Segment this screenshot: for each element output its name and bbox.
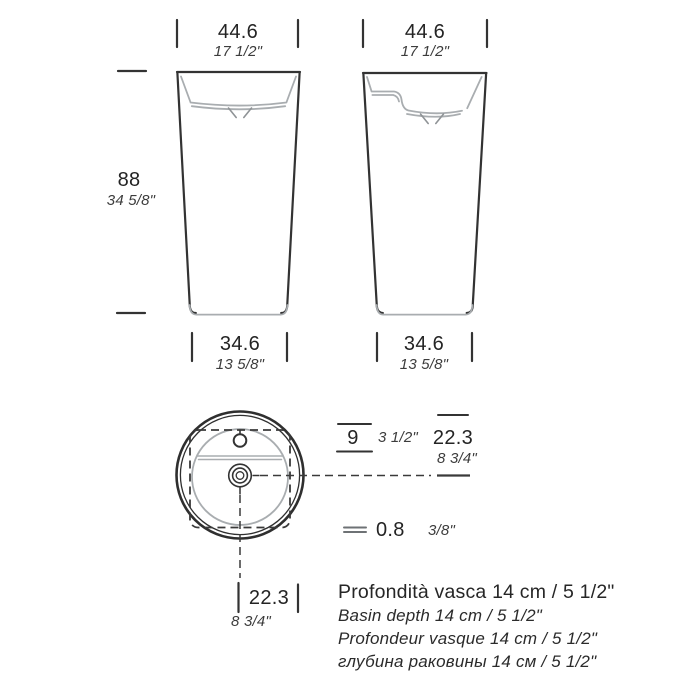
faucet-hole bbox=[234, 434, 247, 447]
front-view-base-line bbox=[190, 305, 288, 315]
front-top-width-in: 17 1/2" bbox=[213, 43, 263, 60]
front-view-outline bbox=[177, 72, 300, 313]
side-view-outline bbox=[363, 73, 487, 313]
rim-thickness-cm: 0.8 bbox=[376, 519, 405, 541]
basin-depth-note-russian: глубина раковины 14 см / 5 1/2" bbox=[338, 652, 597, 671]
side-view bbox=[363, 73, 487, 315]
rim-thickness-ticks bbox=[344, 528, 366, 533]
side-bottom-width-cm: 34.6 bbox=[403, 333, 445, 355]
side-view-base-line bbox=[377, 305, 473, 315]
front-basin-rim-line bbox=[181, 77, 296, 110]
front-bottom-width-in: 13 5/8" bbox=[215, 356, 265, 373]
front-bottom-width-cm: 34.6 bbox=[219, 333, 261, 355]
radius-bottom-cm: 22.3 bbox=[248, 587, 290, 609]
front-top-width-cm: 44.6 bbox=[217, 21, 259, 43]
faucet-offset-in: 3 1/2" bbox=[378, 429, 418, 446]
side-top-width-in: 17 1/2" bbox=[400, 43, 450, 60]
height-cm: 88 bbox=[117, 169, 141, 191]
plan-deck-edge-line bbox=[197, 456, 283, 460]
radius-right-in: 8 3/4" bbox=[437, 450, 477, 467]
front-view bbox=[177, 72, 300, 315]
plan-view bbox=[177, 412, 474, 579]
basin-depth-note-italian: Profondità vasca 14 cm / 5 1/2" bbox=[338, 581, 615, 603]
basin-depth-note-english: Basin depth 14 cm / 5 1/2" bbox=[338, 606, 543, 625]
side-bottom-width-in: 13 5/8" bbox=[399, 356, 449, 373]
radius-right-cm: 22.3 bbox=[432, 427, 474, 449]
radius-bottom-in: 8 3/4" bbox=[231, 613, 271, 630]
side-top-width-cm: 44.6 bbox=[404, 21, 446, 43]
basin-depth-note-french: Profondeur vasque 14 cm / 5 1/2" bbox=[338, 629, 598, 648]
faucet-offset-cm: 9 bbox=[347, 427, 359, 449]
side-deck-and-basin-line bbox=[367, 77, 482, 117]
drain bbox=[229, 464, 260, 494]
height-in: 34 5/8" bbox=[106, 192, 156, 209]
rim-thickness-in: 3/8" bbox=[428, 522, 455, 539]
